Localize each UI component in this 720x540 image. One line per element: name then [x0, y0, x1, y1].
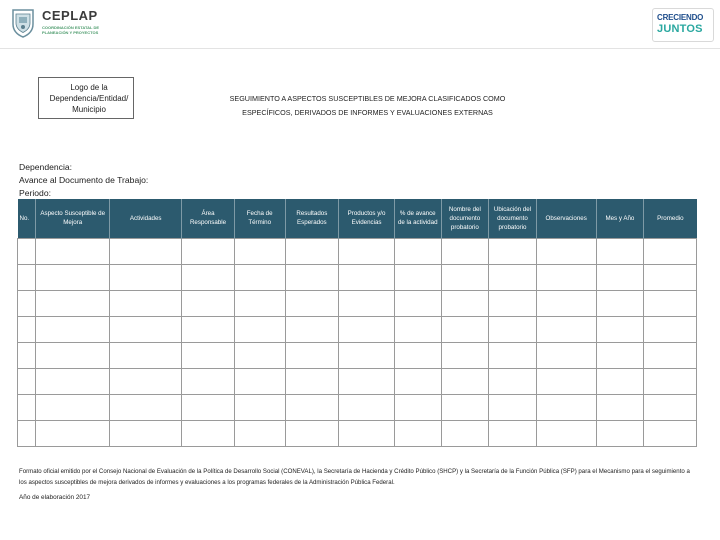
table-cell[interactable]	[394, 238, 441, 264]
table-cell[interactable]	[182, 368, 235, 394]
table-cell[interactable]	[394, 368, 441, 394]
table-cell[interactable]	[536, 238, 596, 264]
table-cell[interactable]	[18, 368, 36, 394]
footnote: Formato oficial emitido por el Consejo Nacional de Evaluación de la Política de Desarrollo Social (CONEVAL), la Secretaría de Hacienda y Crédito Público (SHCP) y la Secretaría de la Función Pública (SFP) para el Mecanismo para el seguimiento a los aspectos susceptibles de mejora derivados de informes y evaluaciones a los programas federales de la Administración Pública Federal.	[19, 468, 690, 486]
table-cell[interactable]	[182, 238, 235, 264]
table-cell[interactable]	[441, 368, 489, 394]
table-cell[interactable]	[536, 316, 596, 342]
column-header: Observaciones	[536, 199, 596, 238]
column-header: Nombre del documento probatorio	[441, 199, 489, 238]
table-cell[interactable]	[536, 420, 596, 446]
table-row	[18, 290, 697, 316]
column-header: Área Responsable	[182, 199, 235, 238]
table-cell[interactable]	[489, 238, 537, 264]
table-cell[interactable]	[285, 316, 339, 342]
logo-placeholder-line: Dependencia/Entidad/	[49, 94, 129, 103]
table-cell[interactable]	[339, 238, 395, 264]
column-header: Aspecto Susceptible de Mejora	[36, 199, 110, 238]
table-cell[interactable]	[644, 316, 697, 342]
table-cell[interactable]	[110, 368, 182, 394]
table-cell[interactable]	[182, 394, 235, 420]
table-cell[interactable]	[234, 290, 285, 316]
page-header	[0, 0, 720, 49]
column-header: Productos y/o Evidencias	[339, 199, 395, 238]
table-cell[interactable]	[110, 342, 182, 368]
table-header-row	[18, 199, 697, 238]
ceplap-logo	[10, 6, 120, 42]
table-cell[interactable]	[234, 368, 285, 394]
table-cell[interactable]	[441, 394, 489, 420]
table-cell[interactable]	[394, 342, 441, 368]
column-header: No.	[18, 199, 36, 238]
tracking-table	[17, 199, 697, 447]
table-row	[18, 394, 697, 420]
table-cell[interactable]	[596, 290, 644, 316]
table-row	[18, 342, 697, 368]
table-cell[interactable]	[644, 290, 697, 316]
table-cell[interactable]	[596, 342, 644, 368]
table-cell[interactable]	[644, 394, 697, 420]
table-cell[interactable]	[18, 238, 36, 264]
table-cell[interactable]	[110, 290, 182, 316]
dependencia-label: Dependencia:	[19, 162, 73, 172]
table-row	[18, 316, 697, 342]
column-header: Resultados Esperados	[285, 199, 339, 238]
table-cell[interactable]	[644, 342, 697, 368]
table-cell[interactable]	[182, 420, 235, 446]
column-header: Ubicación del documento probatorio	[489, 199, 537, 238]
table-cell[interactable]	[182, 290, 235, 316]
year-note: Año de elaboración 2017	[19, 494, 91, 501]
table-cell[interactable]	[18, 316, 36, 342]
column-header: Mes y Año	[596, 199, 644, 238]
table-cell[interactable]	[234, 342, 285, 368]
table-cell[interactable]	[441, 290, 489, 316]
logo-placeholder-line: Logo de la	[70, 83, 108, 92]
table-cell[interactable]	[536, 394, 596, 420]
table-cell[interactable]	[339, 420, 395, 446]
table-cell[interactable]	[441, 264, 489, 290]
table-row	[18, 238, 697, 264]
title-line: SEGUIMIENTO A ASPECTOS SUSCEPTIBLES DE MEJORA CLASIFICADOS COMO	[229, 94, 506, 103]
creciendo-juntos-logo	[652, 8, 714, 42]
table-cell[interactable]	[18, 394, 36, 420]
avance-label: Avance al Documento de Trabajo:	[19, 175, 149, 185]
table-cell[interactable]	[18, 342, 36, 368]
dependency-logo-placeholder	[38, 77, 134, 119]
table-cell[interactable]	[536, 342, 596, 368]
table-cell[interactable]	[644, 368, 697, 394]
table-cell[interactable]	[234, 238, 285, 264]
table-cell[interactable]	[339, 368, 395, 394]
table-cell[interactable]	[182, 342, 235, 368]
table-cell[interactable]	[36, 368, 110, 394]
table-cell[interactable]	[394, 264, 441, 290]
table-cell[interactable]	[441, 420, 489, 446]
table-cell[interactable]	[110, 238, 182, 264]
table-row	[18, 368, 697, 394]
state-seal-icon	[10, 8, 36, 38]
table-cell[interactable]	[36, 342, 110, 368]
table-cell[interactable]	[285, 420, 339, 446]
table-cell[interactable]	[110, 264, 182, 290]
table-cell[interactable]	[394, 420, 441, 446]
table-cell[interactable]	[339, 394, 395, 420]
table-cell[interactable]	[596, 368, 644, 394]
table-cell[interactable]	[489, 342, 537, 368]
table-cell[interactable]	[110, 316, 182, 342]
table-row	[18, 420, 697, 446]
table-cell[interactable]	[182, 264, 235, 290]
table-cell[interactable]	[36, 316, 110, 342]
column-header: % de avance de la actividad	[394, 199, 441, 238]
table-cell[interactable]	[285, 264, 339, 290]
document-title	[200, 92, 535, 120]
table-cell[interactable]	[285, 238, 339, 264]
table-cell[interactable]	[596, 394, 644, 420]
table-cell[interactable]	[18, 420, 36, 446]
table-cell[interactable]	[285, 342, 339, 368]
juntos-text: JUNTOS	[657, 23, 703, 35]
logo-placeholder-line: Municipio	[72, 105, 106, 114]
table-cell[interactable]	[36, 394, 110, 420]
table-cell[interactable]	[234, 420, 285, 446]
table-cell[interactable]	[644, 264, 697, 290]
ceplap-subtitle: COORDINACIÓN ESTATAL DE PLANEACIÓN Y PROYECTOS	[42, 25, 100, 35]
table-cell[interactable]	[596, 238, 644, 264]
table-cell[interactable]	[234, 394, 285, 420]
table-cell[interactable]	[36, 420, 110, 446]
table-cell[interactable]	[644, 420, 697, 446]
table-cell[interactable]	[536, 290, 596, 316]
ceplap-name: CEPLAP	[42, 8, 98, 23]
table-cell[interactable]	[18, 290, 36, 316]
table-cell[interactable]	[596, 316, 644, 342]
table-cell[interactable]	[110, 420, 182, 446]
table-row	[18, 264, 697, 290]
periodo-label: Periodo:	[19, 188, 52, 198]
table-cell[interactable]	[234, 264, 285, 290]
column-header: Promedio	[644, 199, 697, 238]
table-cell[interactable]	[441, 316, 489, 342]
creciendo-text: CRECIENDO	[657, 13, 704, 22]
table-cell[interactable]	[536, 264, 596, 290]
table-cell[interactable]	[596, 420, 644, 446]
table-cell[interactable]	[489, 368, 537, 394]
table-cell[interactable]	[489, 394, 537, 420]
table-cell[interactable]	[394, 316, 441, 342]
table-cell[interactable]	[339, 264, 395, 290]
table-cell[interactable]	[339, 316, 395, 342]
table-cell[interactable]	[110, 394, 182, 420]
table-cell[interactable]	[394, 394, 441, 420]
table-cell[interactable]	[489, 264, 537, 290]
table-cell[interactable]	[36, 264, 110, 290]
table-cell[interactable]	[489, 316, 537, 342]
table-cell[interactable]	[441, 238, 489, 264]
column-header: Fecha de Término	[234, 199, 285, 238]
table-body	[18, 238, 697, 446]
table-cell[interactable]	[234, 316, 285, 342]
table-cell[interactable]	[489, 290, 537, 316]
table-cell[interactable]	[339, 290, 395, 316]
table-cell[interactable]	[36, 290, 110, 316]
table-cell[interactable]	[339, 342, 395, 368]
table-cell[interactable]	[489, 420, 537, 446]
table-cell[interactable]	[285, 368, 339, 394]
table-cell[interactable]	[596, 264, 644, 290]
column-header: Actividades	[110, 199, 182, 238]
table-cell[interactable]	[285, 290, 339, 316]
table-cell[interactable]	[394, 290, 441, 316]
table-cell[interactable]	[536, 368, 596, 394]
table-cell[interactable]	[644, 238, 697, 264]
table-cell[interactable]	[36, 238, 110, 264]
table-cell[interactable]	[182, 316, 235, 342]
table-cell[interactable]	[18, 264, 36, 290]
title-line: ESPECÍFICOS, DERIVADOS DE INFORMES Y EVALUACIONES EXTERNAS	[242, 108, 493, 117]
table-cell[interactable]	[441, 342, 489, 368]
table-cell[interactable]	[285, 394, 339, 420]
